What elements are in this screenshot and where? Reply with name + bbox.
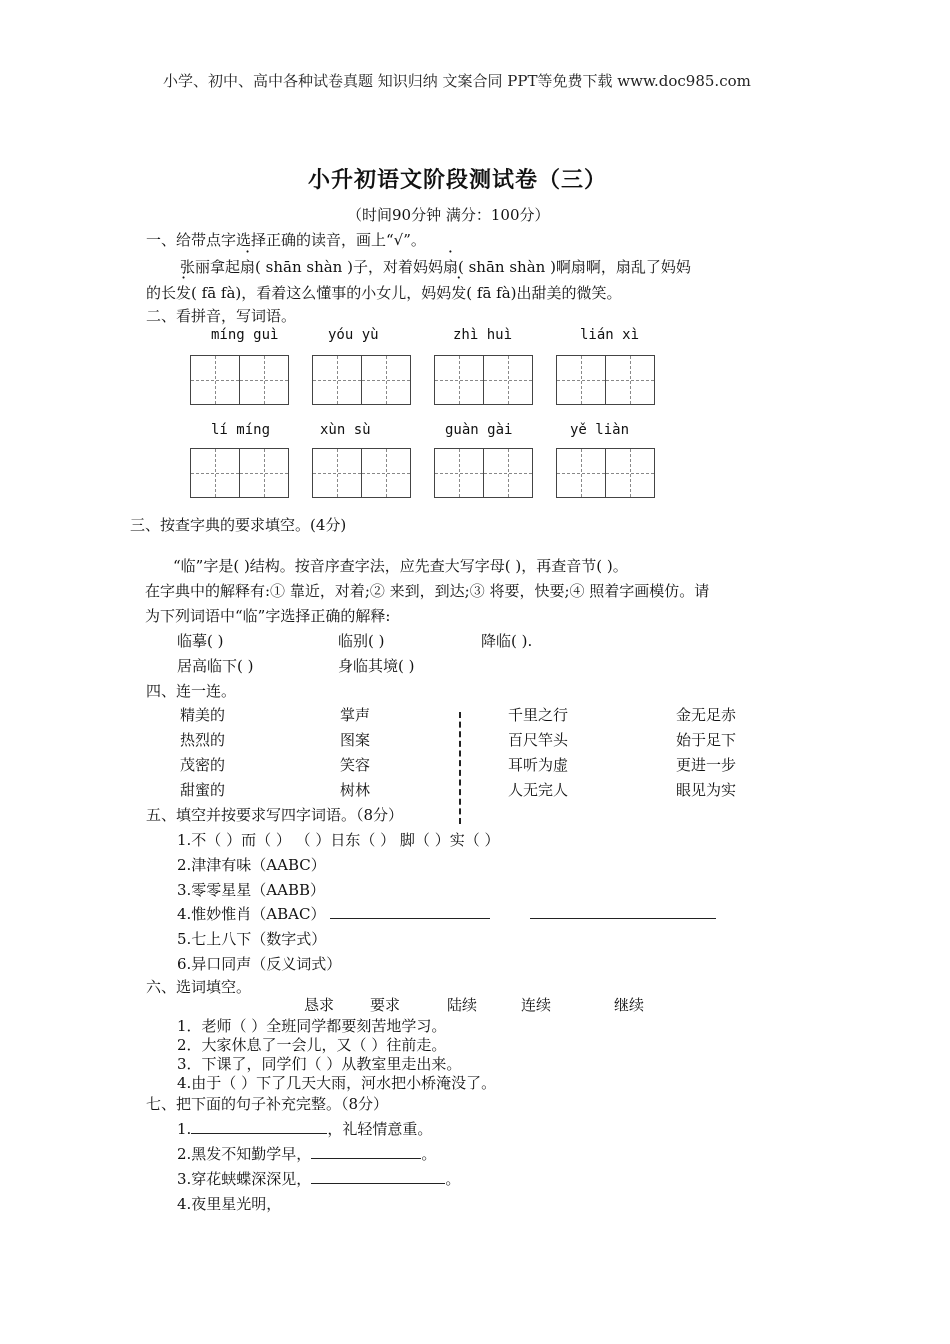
s7-item-4: 4.夜里星光明， [177,1195,282,1213]
match-item[interactable]: 眼见为实 [676,781,737,799]
s1-line1 [180,256,691,277]
s5-item-2: 2.津津有味（AABC） [177,856,326,874]
writing-grid[interactable] [434,355,533,405]
s1-dot-char-3: 发 [176,284,192,302]
s6-item-2: 2．大家休息了一会儿，又（ ）往前走。 [177,1036,447,1054]
s3-word-item: 居高临下( ) [177,657,254,675]
s1-dot-char-1: 扇 [240,258,256,276]
s1-text-f: ( fā fà)出甜美的微笑。 [466,284,622,302]
s6-heading: 六、选词填空。 [146,978,252,996]
match-item[interactable]: 始于足下 [676,731,737,749]
divider-dashed-line [459,712,461,824]
answer-line[interactable] [530,904,716,919]
s5-item-4 [177,903,716,924]
pinyin-label: guàn gài [445,422,513,438]
s7-item-2-end: 。 [421,1145,437,1163]
s3-paragraph-3: 为下列词语中“临”字选择正确的解释: [145,607,391,625]
s3-paragraph-1: “临”字是( )结构。按音序查字法，应先查大写字母( )，再查音节( )。 [173,557,628,575]
writing-grid[interactable] [434,448,533,498]
match-item[interactable]: 金无足赤 [676,706,737,724]
writing-grid[interactable] [190,448,289,498]
pinyin-label: yóu yù [328,327,379,343]
word-bank-item: 恳求 [304,996,335,1014]
pinyin-label: lián xì [580,327,640,343]
s3-paragraph-2: 在字典中的解释有:① 靠近，对着;② 来到，到达;③ 将要，快要;④ 照着字画模仿。请 [145,582,710,600]
page-title: 小升初语文阶段测试卷（三） [308,167,608,193]
word-bank-item: 陆续 [447,996,478,1014]
s6-item-1: 1．老师（ ）全班同学都要刻苦地学习。 [177,1017,447,1035]
s1-heading: 一、给带点字选择正确的读音，画上“√”。 [146,231,426,249]
pinyin-label: xùn sù [320,422,371,438]
s6-item-4: 4.由于（ ）下了几天大雨，河水把小桥淹没了。 [177,1074,497,1092]
s5-heading: 五、填空并按要求写四字词语。（8分） [146,806,404,824]
match-item[interactable]: 千里之行 [508,706,569,724]
word-bank-item: 继续 [614,996,645,1014]
s7-item-3 [177,1168,460,1189]
match-item[interactable]: 百尺竿头 [508,731,569,749]
answer-line[interactable] [191,1119,327,1134]
s5-item-5: 5.七上八下（数字式） [177,930,327,948]
s1-text-e: ( fā fà)，看着这么懂事的小女儿，妈妈 [191,284,452,302]
writing-grid[interactable] [556,355,655,405]
match-item[interactable]: 图案 [340,731,371,749]
s5-item-1: 1.不（ ）而（ ） （ ）日东（ ） 脚（ ）实（ ） [177,831,500,849]
pinyin-label: míng guì [211,327,279,343]
writing-grid[interactable] [556,448,655,498]
pinyin-label: lí míng [211,422,271,438]
s1-text-a: 张丽拿起 [180,258,241,276]
answer-line[interactable] [330,904,490,919]
match-item[interactable]: 人无完人 [508,781,569,799]
match-item[interactable]: 耳听为虚 [508,756,569,774]
match-item[interactable]: 笑容 [340,756,371,774]
s3-word-item: 临摹( ) [177,632,224,650]
s7-item-1 [177,1118,432,1139]
s6-item-3: 3．下课了，同学们（ ）从教室里走出来。 [177,1055,462,1073]
s7-item-3-text: 3.穿花蛱蝶深深见， [177,1170,312,1188]
s2-heading: 二、看拼音，写词语。 [146,307,297,325]
writing-grid[interactable] [312,448,411,498]
page-subtitle: （时间90分钟 满分：100分） [347,206,550,224]
s1-dot-char-4: 发 [451,284,467,302]
s5-item-3: 3.零零星星（AABB） [177,881,326,899]
s5-item-4-label: 4.惟妙惟肖（ABAC） [177,905,326,923]
word-bank-item: 连续 [521,996,552,1014]
match-item[interactable]: 更进一步 [676,756,737,774]
match-item[interactable]: 茂密的 [180,756,226,774]
match-item[interactable]: 树林 [340,781,371,799]
s7-heading: 七、把下面的句子补充完整。（8分） [146,1095,389,1113]
s1-dot-char-2: 扇 [442,258,458,276]
s1-text-b: ( shān shàn )子，对着妈妈 [255,258,443,276]
page-header: 小学、初中、高中各种试卷真题 知识归纳 文案合同 PPT等免费下载 www.doc985.com [163,72,751,90]
s3-heading: 三、按查字典的要求填空。(4分) [130,516,347,534]
answer-line[interactable] [311,1144,421,1159]
writing-grid[interactable] [190,355,289,405]
match-item[interactable]: 热烈的 [180,731,226,749]
s7-item-1-text: ，礼轻情意重。 [327,1120,433,1138]
writing-grid[interactable] [312,355,411,405]
s3-word-item: 降临( ). [481,632,533,650]
pinyin-label: yě liàn [570,422,630,438]
s4-heading: 四、连一连。 [146,682,237,700]
s7-item-2-text: 2.黑发不知勤学早， [177,1145,312,1163]
match-item[interactable]: 精美的 [180,706,226,724]
s3-word-item: 临别( ) [338,632,385,650]
s7-item-2 [177,1143,436,1164]
match-item[interactable]: 甜蜜的 [180,781,226,799]
s5-item-6: 6.异口同声（反义词式） [177,955,342,973]
pinyin-label: zhì huì [453,327,513,343]
s7-item-1-num: 1. [177,1120,192,1138]
s7-item-3-end: 。 [445,1170,461,1188]
match-item[interactable]: 掌声 [340,706,371,724]
word-bank-item: 要求 [370,996,401,1014]
s3-word-item: 身临其境( ) [338,657,415,675]
s1-text-d: 的长 [146,284,177,302]
answer-line[interactable] [311,1169,445,1184]
s1-text-c: ( shān shàn )啊扇啊，扇乱了妈妈 [457,258,691,276]
s1-line2 [146,282,622,303]
